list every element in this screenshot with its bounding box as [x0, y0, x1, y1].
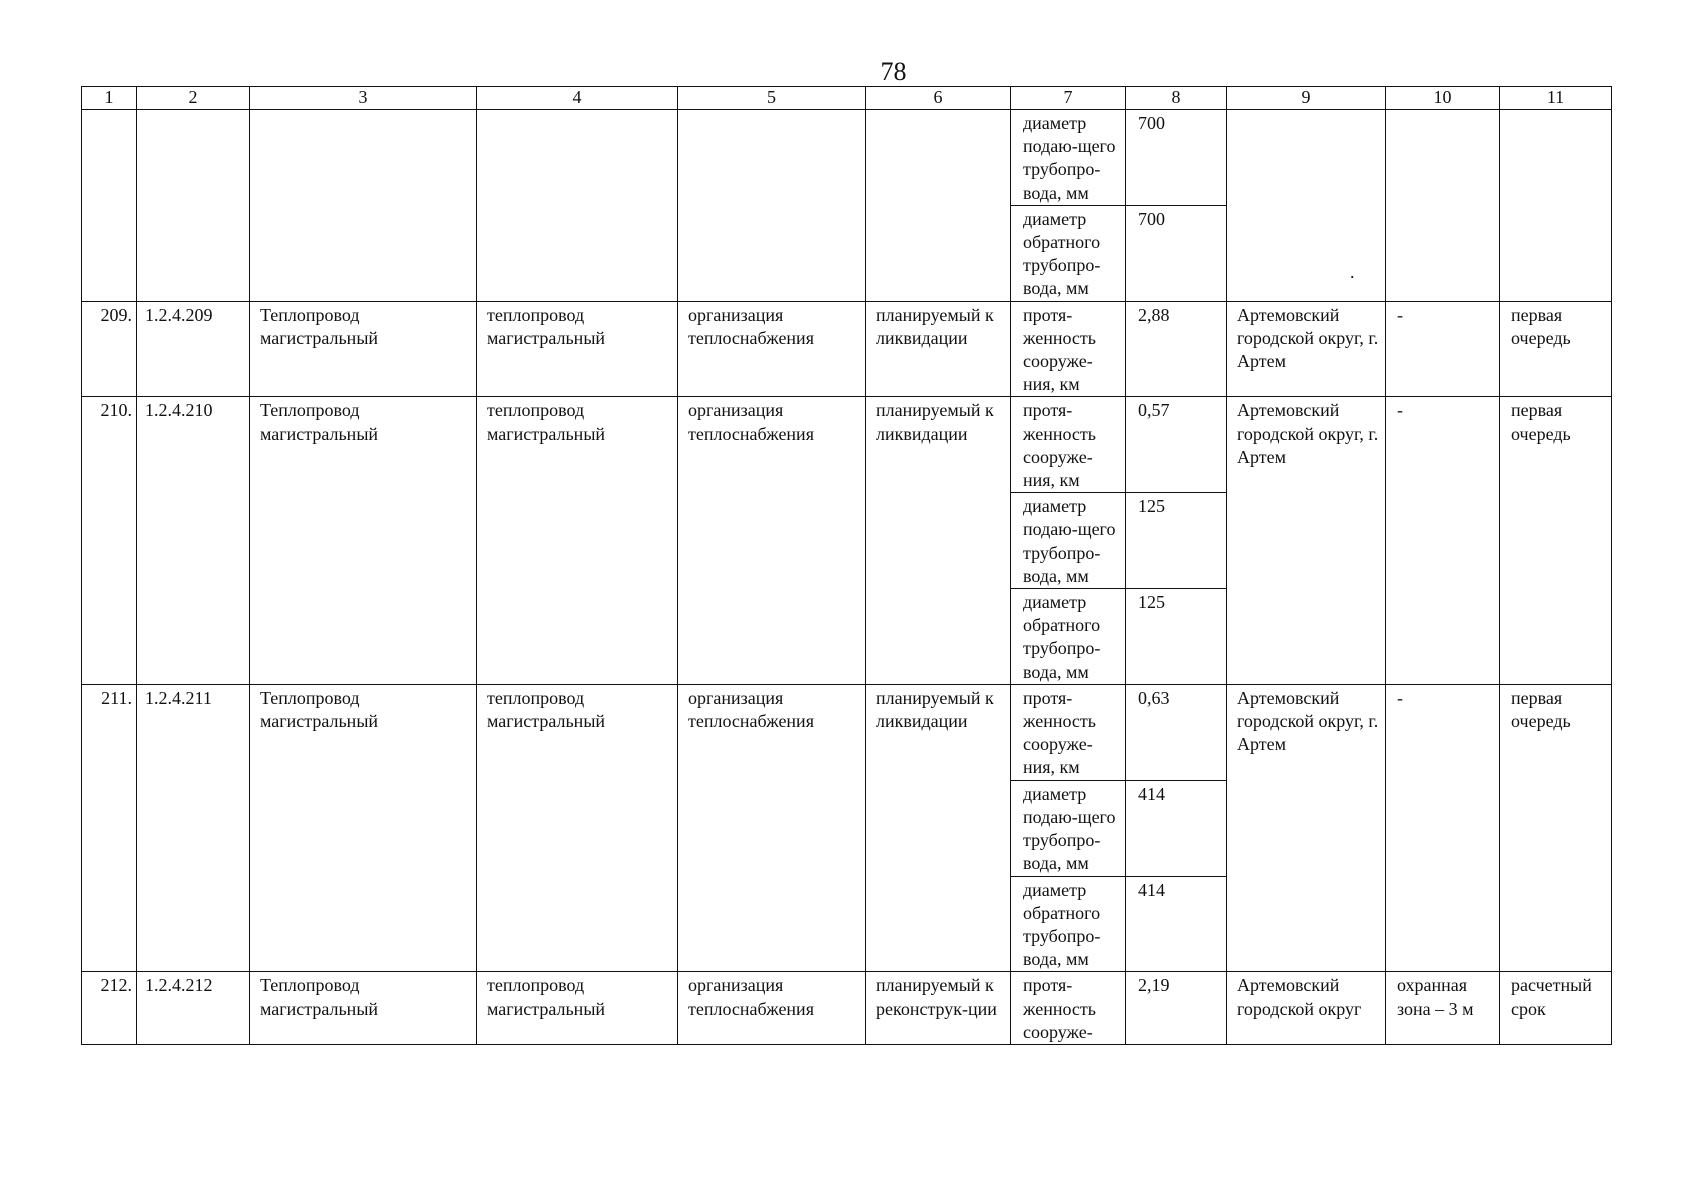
param-name: диаметр подаю-щего трубопро-вода, мм — [1011, 493, 1126, 589]
param-name: диаметр подаю-щего трубопро-вода, мм — [1011, 110, 1126, 206]
row-number: 209. — [82, 301, 137, 397]
table-row — [82, 301, 1612, 397]
object-status: планируемый к ликвидации — [866, 397, 1011, 684]
object-status: планируемый к реконструк-ции — [866, 972, 1011, 1045]
param-value: 0,57 — [1126, 397, 1227, 493]
object-type: теплопровод магистральный — [477, 397, 678, 684]
object-purpose: организация теплоснабжения — [678, 972, 866, 1045]
param-name: протя-женность сооруже-ния, км — [1011, 301, 1126, 397]
col-header: 5 — [678, 87, 866, 110]
object-status: планируемый к ликвидации — [866, 684, 1011, 971]
protection-zone: - — [1386, 397, 1500, 684]
col-header: 8 — [1126, 87, 1227, 110]
implementation-term: расчетный срок — [1500, 972, 1612, 1045]
col-header: 2 — [137, 87, 250, 110]
object-location: Артемовский городской округ, г. Артем — [1227, 397, 1386, 684]
param-name: диаметр обратного трубопро-вода, мм — [1011, 876, 1126, 972]
param-name: диаметр подаю-щего трубопро-вода, мм — [1011, 780, 1126, 876]
page-number: 78 — [880, 57, 907, 86]
param-value: 414 — [1126, 876, 1227, 972]
col-header: 9 — [1227, 87, 1386, 110]
param-value: 0,63 — [1126, 684, 1227, 780]
protection-zone: - — [1386, 301, 1500, 397]
row-number: 210. — [82, 397, 137, 684]
col-header: 3 — [250, 87, 477, 110]
protection-zone: охранная зона – 3 м — [1386, 972, 1500, 1045]
object-location: Артемовский городской округ — [1227, 972, 1386, 1045]
implementation-term: первая очередь — [1500, 397, 1612, 684]
object-code: 1.2.4.212 — [137, 972, 250, 1045]
param-value: 700 — [1126, 110, 1227, 206]
col-header: 10 — [1386, 87, 1500, 110]
implementation-term: первая очередь — [1500, 684, 1612, 971]
col-header: 1 — [82, 87, 137, 110]
param-value: 125 — [1126, 589, 1227, 685]
object-name: Теплопровод магистральный — [250, 972, 477, 1045]
param-name: диаметр обратного трубопро-вода, мм — [1011, 205, 1126, 301]
col-header: 11 — [1500, 87, 1612, 110]
col-header: 4 — [477, 87, 678, 110]
implementation-term: первая очередь — [1500, 301, 1612, 397]
row-number: 212. — [82, 972, 137, 1045]
object-code: 1.2.4.210 — [137, 397, 250, 684]
object-location: Артемовский городской округ, г. Артем — [1227, 684, 1386, 971]
object-location: Артемовский городской округ, г. Артем — [1227, 301, 1386, 397]
table-row — [82, 110, 1612, 206]
param-value: 2,19 — [1126, 972, 1227, 1045]
object-name: Теплопровод магистральный — [250, 301, 477, 397]
object-purpose: организация теплоснабжения — [678, 684, 866, 971]
table-row — [82, 397, 1612, 493]
col-header: 7 — [1011, 87, 1126, 110]
param-name: протя-женность сооруже-ния, км — [1011, 684, 1126, 780]
table-row — [82, 684, 1612, 780]
param-value: 125 — [1126, 493, 1227, 589]
table-row — [82, 972, 1612, 1045]
param-name: протя-женность сооруже- — [1011, 972, 1126, 1045]
object-type: теплопровод магистральный — [477, 972, 678, 1045]
object-status: планируемый к ликвидации — [866, 301, 1011, 397]
protection-zone: - — [1386, 684, 1500, 971]
heat-pipeline-table — [81, 86, 1612, 1045]
object-purpose: организация теплоснабжения — [678, 397, 866, 684]
row-number: 211. — [82, 684, 137, 971]
object-type: теплопровод магистральный — [477, 301, 678, 397]
object-purpose: организация теплоснабжения — [678, 301, 866, 397]
object-name: Теплопровод магистральный — [250, 397, 477, 684]
param-value: 2,88 — [1126, 301, 1227, 397]
object-code: 1.2.4.211 — [137, 684, 250, 971]
param-name: диаметр обратного трубопро-вода, мм — [1011, 589, 1126, 685]
object-name: Теплопровод магистральный — [250, 684, 477, 971]
param-name: протя-женность сооруже-ния, км — [1011, 397, 1126, 493]
param-value: 414 — [1126, 780, 1227, 876]
param-value: 700 — [1126, 205, 1227, 301]
col-header: 6 — [866, 87, 1011, 110]
object-code: 1.2.4.209 — [137, 301, 250, 397]
object-type: теплопровод магистральный — [477, 684, 678, 971]
stray-mark: . — [1350, 262, 1355, 282]
header-row — [82, 87, 1612, 110]
